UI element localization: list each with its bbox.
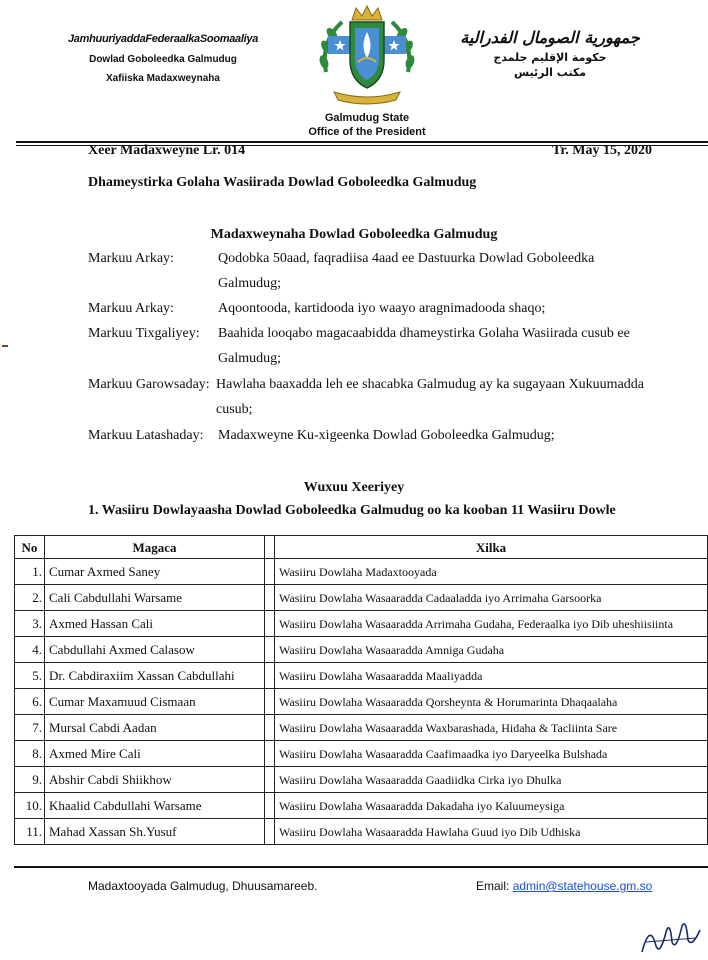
col-header-role: Xilka <box>275 536 708 559</box>
cell-name: Axmed Hassan Cali <box>45 611 265 637</box>
ministers-table <box>14 535 708 845</box>
cell-role: Wasiiru Dowlaha Wasaaradda Amniga Gudaha <box>275 637 708 663</box>
footer-divider <box>14 866 708 868</box>
header-left-line1: JamhuuriyaddaFederaalkaSoomaaliya <box>67 33 259 45</box>
decree-date: Tr. May 15, 2020 <box>552 143 652 158</box>
galmudug-emblem-icon <box>312 2 422 110</box>
table-row <box>15 559 708 585</box>
recital-text <box>218 246 668 296</box>
col-header-name: Magaca <box>45 536 265 559</box>
header-right-line3: مكتب الرئيس <box>513 66 587 79</box>
cell-role: Wasiiru Dowlaha Madaxtooyada <box>275 559 708 585</box>
cell-role: Wasiiru Dowlaha Wasaaradda Hawlaha Guud iyo Dib Udhiska <box>275 819 708 845</box>
margin-mark <box>2 345 8 347</box>
recital-text <box>218 296 668 321</box>
cell-name: Abshir Cabdi Shiikhow <box>45 767 265 793</box>
cell-gap <box>265 637 275 663</box>
recital-label: Markuu Garowsaday: <box>88 377 210 392</box>
cell-gap <box>265 767 275 793</box>
cell-gap <box>265 793 275 819</box>
cell-name: Cabdullahi Axmed Calasow <box>45 637 265 663</box>
footer-email-link[interactable]: admin@statehouse.gm.so <box>512 879 653 893</box>
cell-role: Wasiiru Dowlaha Wasaaradda Caafimaadka iyo Daryeelka Bulshada <box>275 741 708 767</box>
cell-gap <box>265 585 275 611</box>
cell-role: Wasiiru Dowlaha Wasaaradda Cadaaladda iyo Arrimaha Garsoorka <box>275 585 708 611</box>
recital-text <box>216 372 668 422</box>
header-left-line2: Dowlad Goboleedka Galmudug <box>89 54 237 65</box>
table-row <box>15 793 708 819</box>
table-row <box>15 637 708 663</box>
recital-label: Markuu Latashaday: <box>88 428 204 443</box>
recital-line: Aqoontooda, kartidooda iyo waayo aragnimadooda shaqo; <box>218 301 546 316</box>
recital-1 <box>88 246 668 296</box>
header-right-line1: جمهورية الصومال الفدرالية <box>460 28 640 47</box>
header-left-line3: Xafiiska Madaxweynaha <box>106 73 220 84</box>
cell-name: Cali Cabdullahi Warsame <box>45 585 265 611</box>
cell-gap <box>265 663 275 689</box>
cell-name: Cumar Maxamuud Cismaan <box>45 689 265 715</box>
cell-no: 10. <box>15 793 45 819</box>
cell-no: 3. <box>15 611 45 637</box>
cell-role: Wasiiru Dowlaha Wasaaradda Maaliyadda <box>275 663 708 689</box>
cell-gap <box>265 559 275 585</box>
cell-name: Dr. Cabdiraxiim Xassan Cabdullahi <box>45 663 265 689</box>
cell-role: Wasiiru Dowlaha Wasaaradda Gaadiidka Cirka iyo Dhulka <box>275 767 708 793</box>
table-row <box>15 715 708 741</box>
cell-role: Wasiiru Dowlaha Wasaaradda Arrimaha Gudaha, Federaalka iyo Dib uheshiisiinta <box>275 611 708 637</box>
recital-text <box>218 321 668 371</box>
table-row <box>15 663 708 689</box>
president-heading: Madaxweynaha Dowlad Goboleedka Galmudug <box>210 227 498 242</box>
recital-line: Hawlaha baaxadda leh ee shacabka Galmudug ay ka sugayaan Xukuumadda <box>216 377 644 392</box>
cell-role: Wasiiru Dowlaha Wasaaradda Qorsheynta & Horumarinta Dhaqaalaha <box>275 689 708 715</box>
table-header-row <box>15 536 708 559</box>
cell-name: Mursal Cabdi Aadan <box>45 715 265 741</box>
table-row <box>15 741 708 767</box>
recital-label: Markuu Arkay: <box>88 251 174 266</box>
recital-line: Galmudug; <box>218 276 281 291</box>
recital-5 <box>88 423 668 448</box>
recital-4 <box>88 372 668 422</box>
cell-name: Axmed Mire Cali <box>45 741 265 767</box>
footer-email-block <box>476 879 652 893</box>
recital-line: Madaxweyne Ku-xigeenka Dowlad Goboleedka Galmudug; <box>218 428 555 443</box>
table-row <box>15 767 708 793</box>
recital-line: Baahida looqabo magacaabidda dhameystirka Golaha Wasiirada cusub ee <box>218 326 630 341</box>
cell-no: 7. <box>15 715 45 741</box>
table-row <box>15 585 708 611</box>
table-row <box>15 689 708 715</box>
cell-gap <box>265 611 275 637</box>
signature-icon <box>636 912 706 958</box>
cell-no: 6. <box>15 689 45 715</box>
header-left-block <box>58 33 268 84</box>
cell-no: 2. <box>15 585 45 611</box>
footer-address: Madaxtooyada Galmudug, Dhuusamareeb. <box>88 879 318 893</box>
col-header-no: No <box>15 536 45 559</box>
decree-subject: Dhameystirka Golaha Wasiirada Dowlad Goboleedka Galmudug <box>88 175 477 190</box>
cell-no: 8. <box>15 741 45 767</box>
cell-gap <box>265 715 275 741</box>
state-name: Galmudug State <box>324 112 410 124</box>
recital-text <box>218 423 668 448</box>
recital-line: Galmudug; <box>218 351 281 366</box>
decision-heading: Wuxuu Xeeriyey <box>303 480 405 495</box>
table-row <box>15 819 708 845</box>
cell-role: Wasiiru Dowlaha Wasaaradda Waxbarashada, Hidaha & Tacliinta Sare <box>275 715 708 741</box>
cell-name: Cumar Axmed Saney <box>45 559 265 585</box>
cell-gap <box>265 819 275 845</box>
cell-no: 4. <box>15 637 45 663</box>
recital-line: Qodobka 50aad, faqradiisa 4aad ee Dastuurka Dowlad Goboleedka <box>218 251 595 266</box>
cell-gap <box>265 689 275 715</box>
footer-email-label: Email: <box>476 879 513 893</box>
decree-number: Xeer Madaxweyne Lr. 014 <box>88 143 246 158</box>
cell-no: 9. <box>15 767 45 793</box>
header-right-line2: حكومة الإقليم جلمدج <box>493 51 607 64</box>
cell-gap <box>265 741 275 767</box>
recital-label: Markuu Arkay: <box>88 301 174 316</box>
cell-no: 5. <box>15 663 45 689</box>
recital-label: Markuu Tixgaliyey: <box>88 326 200 341</box>
col-header-gap <box>265 536 275 559</box>
cell-name: Mahad Xassan Sh.Yusuf <box>45 819 265 845</box>
recital-3 <box>88 321 668 371</box>
cell-no: 1. <box>15 559 45 585</box>
recital-2 <box>88 296 668 321</box>
header-right-block <box>450 28 650 79</box>
state-title-block <box>270 111 464 139</box>
table-row <box>15 611 708 637</box>
cell-name: Khaalid Cabdullahi Warsame <box>45 793 265 819</box>
decision-item-1: 1. Wasiiru Dowlayaasha Dowlad Goboleedka Galmudug oo ka kooban 11 Wasiiru Dowle <box>88 503 616 518</box>
cell-role: Wasiiru Dowlaha Wasaaradda Dakadaha iyo Kaluumeysiga <box>275 793 708 819</box>
state-office: Office of the President <box>308 126 426 138</box>
cell-no: 11. <box>15 819 45 845</box>
recital-line: cusub; <box>216 402 253 417</box>
